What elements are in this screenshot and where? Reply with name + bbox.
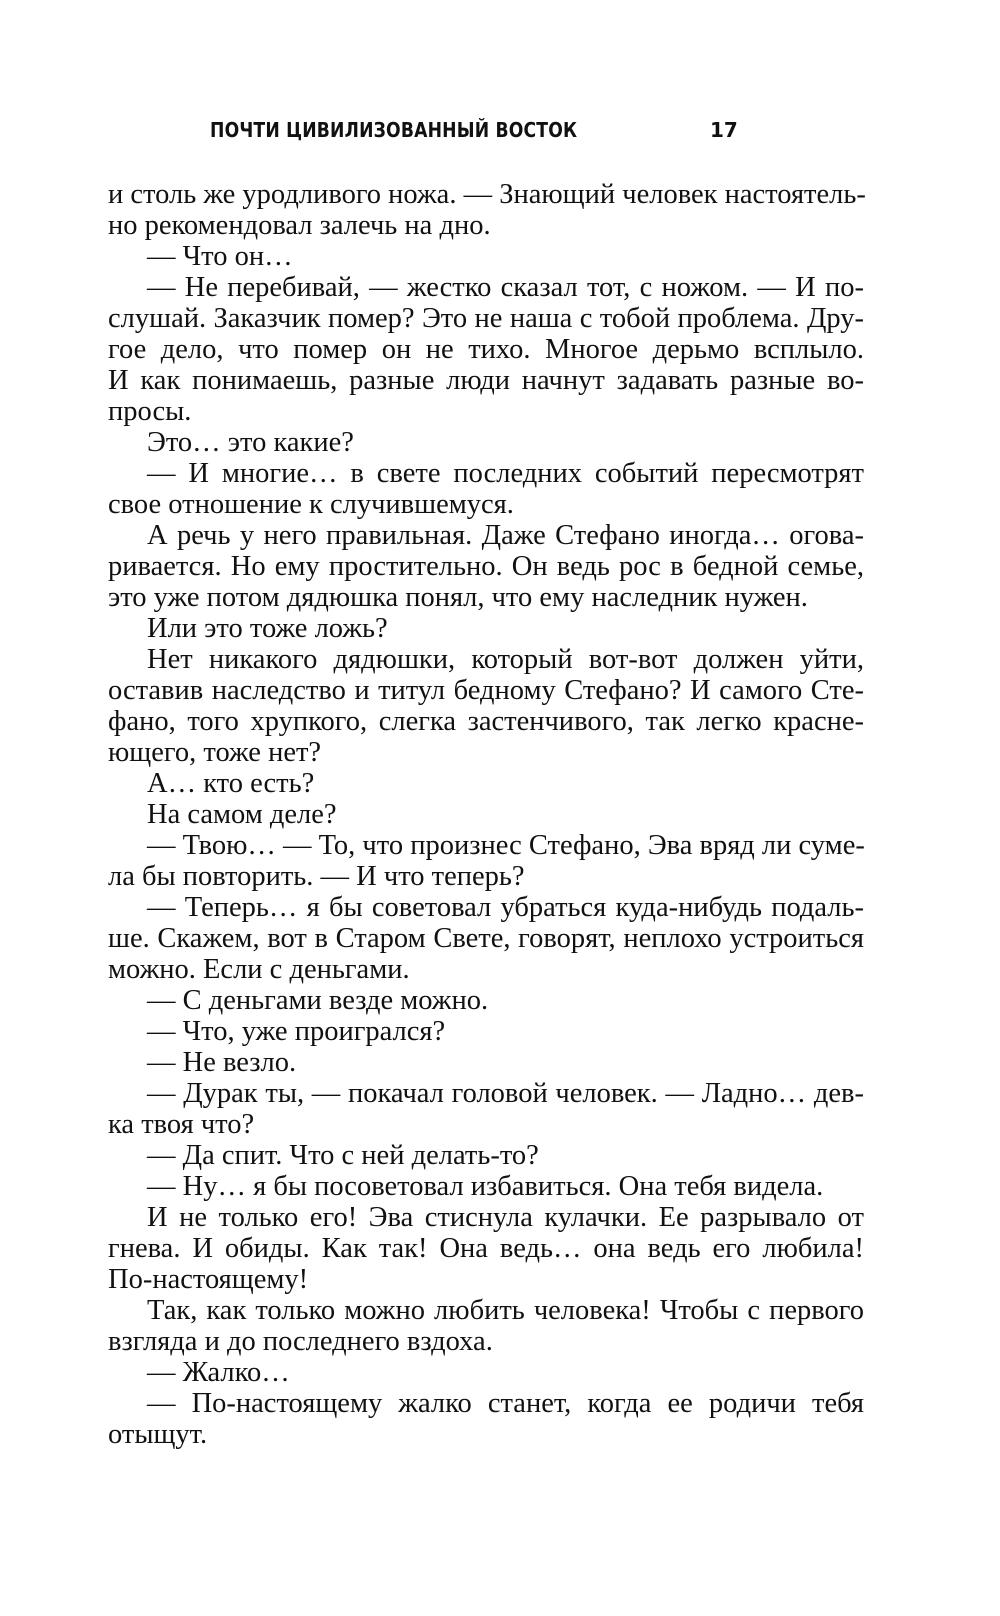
text-line: это уже потом дядюшка понял, что ему наследник нужен. [108, 582, 808, 613]
text-line: На самом деле? [147, 799, 337, 830]
text-body [108, 179, 864, 1450]
text-line: Это… это какие? [147, 427, 354, 458]
text-line: Нет никакого дядюшки, который вот-вот должен уйти, [147, 644, 864, 675]
running-title: ПОЧТИ ЦИВИЛИЗОВАННЫЙ ВОСТОК [210, 118, 578, 142]
text-line: — Не перебивай, — жестко сказал тот, с ножом. — И по- [147, 272, 864, 303]
text-line: и столь же уродливого ножа. — Знающий человек настоятель- [108, 179, 866, 210]
text-line: свое отношение к случившемуся. [108, 489, 514, 520]
text-line: — Теперь… я бы советовал убраться куда-нибудь подаль- [147, 892, 864, 923]
text-line: отыщут. [108, 1419, 208, 1450]
text-line: Так, как только можно любить человека! Чтобы с первого [147, 1295, 864, 1326]
text-line: — С деньгами везде можно. [147, 985, 489, 1016]
text-line: А речь у него правильная. Даже Стефано иногда… огова- [147, 520, 864, 551]
text-line: просы. [108, 396, 192, 427]
text-line: слушай. Заказчик помер? Это не наша с тобой проблема. Дру- [108, 303, 864, 334]
text-line: — Ну… я бы посоветовал избавиться. Она тебя видела. [147, 1171, 824, 1202]
text-line: ла бы повторить. — И что теперь? [108, 861, 525, 892]
text-line: — Что, уже проигрался? [147, 1016, 446, 1047]
text-line: можно. Если с деньгами. [108, 954, 410, 985]
text-line: — Не везло. [147, 1047, 297, 1078]
text-line: — Что он… [147, 241, 293, 272]
text-line: но рекомендовал залечь на дно. [108, 210, 491, 241]
text-line: — И многие… в свете последних событий пересмотрят [147, 458, 864, 489]
page-number: 17 [710, 118, 738, 142]
text-line: — Да спит. Что с ней делать-то? [147, 1140, 539, 1171]
text-line: — Жалко… [147, 1357, 290, 1388]
text-line: ющего, тоже нет? [108, 737, 322, 768]
text-line: ка твоя что? [108, 1109, 255, 1140]
text-line: — Дурак ты, — покачал головой человек. — Ладно… дев- [147, 1078, 864, 1109]
running-head [108, 118, 864, 148]
text-line: Или это тоже ложь? [147, 613, 388, 644]
text-line: фано, того хрупкого, слегка застенчивого, так легко красне- [108, 706, 864, 737]
text-line: оставив наследство и титул бедному Стефано? И самого Сте- [108, 675, 864, 706]
text-line: гое дело, что помер он не тихо. Многое дерьмо всплыло. [108, 334, 864, 365]
text-line: — По-настоящему жалко станет, когда ее родичи тебя [147, 1388, 864, 1419]
text-line: И как понимаешь, разные люди начнут задавать разные во- [108, 365, 864, 396]
text-line: взгляда и до последнего вздоха. [108, 1326, 493, 1357]
text-line: А… кто есть? [147, 768, 315, 799]
text-line: ше. Скажем, вот в Старом Свете, говорят, неплохо устроиться [108, 923, 864, 954]
text-line: По-настоящему! [108, 1264, 309, 1295]
text-line: ривается. Но ему простительно. Он ведь рос в бедной семье, [108, 551, 864, 582]
text-line: гнева. И обиды. Как так! Она ведь… она ведь его любила! [108, 1233, 864, 1264]
text-line: — Твою… — То, что произнес Стефано, Эва вряд ли суме- [147, 830, 865, 861]
text-line: И не только его! Эва стиснула кулачки. Ее разрывало от [147, 1202, 864, 1233]
